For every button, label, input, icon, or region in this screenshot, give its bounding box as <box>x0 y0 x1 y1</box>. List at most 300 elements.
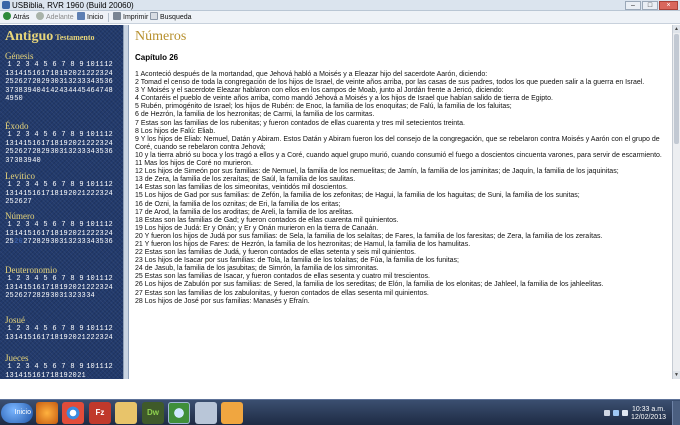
chapter-link[interactable]: 10 <box>86 181 95 189</box>
chapter-link[interactable]: 25 <box>5 292 14 301</box>
chapter-link[interactable]: 30 <box>50 148 59 157</box>
chapter-link[interactable]: 22 <box>86 333 95 342</box>
chapter-link[interactable]: 14 <box>14 371 23 379</box>
chapter-link[interactable]: 23 <box>95 139 104 148</box>
chapter-link[interactable]: 34 <box>86 148 95 157</box>
chapter-link[interactable]: 10 <box>86 325 95 333</box>
chapter-link[interactable]: 30 <box>50 78 59 87</box>
chapter-link[interactable]: 4 <box>34 131 39 139</box>
verse: 8 Los hijos de Falú: Eliab. <box>135 127 216 135</box>
chapter-link[interactable]: 22 <box>86 189 95 198</box>
chapter-link[interactable]: 22 <box>86 139 95 148</box>
chapter-link[interactable]: 5 <box>43 221 48 229</box>
book-title: Números <box>135 29 187 44</box>
chapter-link[interactable]: 35 <box>95 148 104 157</box>
chapter-link[interactable]: 5 <box>43 325 48 333</box>
verse: 22 Estas son las familias de Judá, y fueron contados de ellas setenta y seis mil quinientos. <box>135 249 416 257</box>
chapter-link[interactable]: 16 <box>32 229 41 238</box>
chapter-link[interactable]: 16 <box>32 371 41 379</box>
chapter-grid <box>5 61 121 104</box>
chapter-link[interactable]: 34 <box>86 78 95 87</box>
chapter-link[interactable]: 25 <box>5 198 14 207</box>
chapter-link[interactable]: 27 <box>23 198 32 207</box>
verse: 16 de Ozni, la familia de los oznitas; de Eri, la familia de los eritas; <box>135 200 341 208</box>
chapter-link[interactable]: 6 <box>52 221 57 229</box>
chapter-link[interactable]: 41 <box>41 86 50 95</box>
chapter-link[interactable]: 2 <box>16 221 21 229</box>
chapter-link[interactable]: 12 <box>104 275 113 283</box>
verse: 4 Contaréis el pueblo de veinte años arriba, como mandó Jehová a Moisés y a los hijos de Israel que habían salido de tierra de Egipto. <box>135 95 553 103</box>
chapter-link[interactable]: 3 <box>25 275 30 283</box>
verse-list <box>135 71 667 306</box>
chapter-link[interactable]: 17 <box>41 69 50 78</box>
maximize-button[interactable]: □ <box>642 1 658 10</box>
chapter-link[interactable]: 45 <box>77 86 86 95</box>
chapter-link[interactable]: 3 <box>25 221 30 229</box>
chapter-link[interactable]: 7 <box>61 275 66 283</box>
book-section <box>5 353 121 379</box>
back-label: Atrás <box>13 14 30 21</box>
chapter-link[interactable]: 13 <box>5 229 14 238</box>
chapter-link[interactable]: 19 <box>59 283 68 292</box>
search-button[interactable] <box>150 12 192 23</box>
chapter-link[interactable]: 29 <box>41 238 50 247</box>
chapter-link[interactable]: 21 <box>77 333 86 342</box>
chapter-link[interactable]: 23 <box>95 283 104 292</box>
chapter-link[interactable]: 7 <box>61 325 66 333</box>
chapter-link[interactable]: 48 <box>104 86 113 95</box>
chapter-link[interactable]: 3 <box>25 325 30 333</box>
chapter-link[interactable]: 10 <box>86 221 95 229</box>
chapter-link[interactable]: 12 <box>104 221 113 229</box>
search-icon <box>150 12 158 20</box>
chapter-link[interactable]: 12 <box>104 131 113 139</box>
chapter-link[interactable]: 38 <box>14 86 23 95</box>
chapter-link[interactable]: 4 <box>34 181 39 189</box>
chapter-link[interactable]: 10 <box>86 131 95 139</box>
chapter-link[interactable]: 23 <box>95 333 104 342</box>
chapter-link[interactable]: 16 <box>32 69 41 78</box>
chapter-link[interactable]: 7 <box>61 181 66 189</box>
chapter-link[interactable]: 13 <box>5 371 14 379</box>
chapter-link[interactable]: 7 <box>61 363 66 371</box>
chapter-link[interactable]: 21 <box>77 69 86 78</box>
book-name-link[interactable]: Éxodo <box>5 121 29 131</box>
verse: 25 Estas son las familias de Isacar, y fueron contados de ellas sesenta y cuatro mil trescientos. <box>135 273 430 281</box>
print-button[interactable] <box>113 12 148 23</box>
chapter-link[interactable]: 32 <box>68 292 77 301</box>
chapter-link[interactable]: 33 <box>77 238 86 247</box>
chapter-link[interactable]: 1 <box>7 221 12 229</box>
chapter-link[interactable]: 6 <box>52 61 57 69</box>
verse: 10 y la tierra abrió su boca y los tragó a ellos y a Coré, cuando aquel grupo murió, cuando consumió el fuego a doscientos cincuenta varones, para servir de escarmiento. <box>135 151 662 159</box>
chapter-link[interactable]: 5 <box>43 363 48 371</box>
chapter-link[interactable]: 3 <box>25 61 30 69</box>
chapter-link[interactable]: 8 <box>70 61 75 69</box>
chapter-link[interactable]: 2 <box>16 131 21 139</box>
chapter-link[interactable]: 14 <box>14 333 23 342</box>
chapter-link[interactable]: 38 <box>14 156 23 165</box>
chapter-link[interactable]: 28 <box>32 78 41 87</box>
chapter-link[interactable]: 37 <box>5 86 14 95</box>
chapter-link[interactable]: 24 <box>104 139 113 148</box>
chapter-link[interactable]: 11 <box>95 61 104 69</box>
start-button[interactable]: Inicio <box>1 403 33 423</box>
chapter-link[interactable]: 11 <box>95 181 104 189</box>
chapter-link[interactable]: 14 <box>14 139 23 148</box>
chapter-link[interactable]: 42 <box>50 86 59 95</box>
scroll-up-icon[interactable]: ▲ <box>674 26 679 32</box>
chapter-link[interactable]: 19 <box>59 69 68 78</box>
chapter-link[interactable]: 18 <box>50 283 59 292</box>
chapter-link[interactable]: 19 <box>59 371 68 379</box>
chapter-link[interactable]: 49 <box>5 95 14 104</box>
chapter-link[interactable]: 6 <box>52 131 57 139</box>
chapter-link[interactable]: 11 <box>95 221 104 229</box>
chapter-link[interactable]: 9 <box>79 325 84 333</box>
globe-icon[interactable] <box>168 402 190 424</box>
chapter-link[interactable]: 35 <box>95 78 104 87</box>
chapter-link[interactable]: 32 <box>68 238 77 247</box>
chapter-link[interactable]: 7 <box>61 131 66 139</box>
chapter-link[interactable]: 24 <box>104 283 113 292</box>
chapter-link[interactable]: 2 <box>16 275 21 283</box>
chapter-link[interactable]: 2 <box>16 363 21 371</box>
chapter-link[interactable]: 20 <box>68 333 77 342</box>
chapter-link[interactable]: 13 <box>5 283 14 292</box>
verse: 9 Y los hijos de Eliab: Nemuel, Datán y Abiram. Estos Datán y Abiram fueron los del consejo de la congregación, que se rebelaron contra Moisés y Aarón con el grupo de Coré, cuando se rebelaron contra Jehová; <box>135 135 660 151</box>
chapter-link[interactable]: 4 <box>34 363 39 371</box>
chapter-link[interactable]: 35 <box>95 238 104 247</box>
chapter-link[interactable]: 20 <box>68 139 77 148</box>
chapter-link[interactable]: 16 <box>32 333 41 342</box>
book-name-link[interactable]: Levítico <box>5 171 35 181</box>
chapter-link[interactable]: 11 <box>95 275 104 283</box>
chapter-link[interactable]: 8 <box>70 221 75 229</box>
chapter-link[interactable]: 15 <box>23 189 32 198</box>
chapter-link[interactable]: 23 <box>95 229 104 238</box>
chapter-link[interactable]: 47 <box>95 86 104 95</box>
chapter-link[interactable]: 31 <box>59 238 68 247</box>
chapter-link[interactable]: 10 <box>86 61 95 69</box>
verse: 12 Los hijos de Simeón por sus familias: de Nemuel, la familia de los nemuelitas; de Jamín, la familia de los jaminitas; de Jaquín, la familia de los jaquinitas; <box>135 168 619 176</box>
forward-arrow-icon <box>36 12 44 20</box>
chapter-link[interactable]: 2 <box>16 61 21 69</box>
chapter-link[interactable]: 19 <box>59 189 68 198</box>
chapter-link[interactable]: 50 <box>14 95 23 104</box>
verse: 14 Estas son las familias de los simeonitas, veintidós mil doscientos. <box>135 184 348 192</box>
chapter-link[interactable]: 14 <box>14 229 23 238</box>
chapter-link[interactable]: 13 <box>5 333 14 342</box>
book-section <box>5 315 121 342</box>
chapter-link[interactable]: 4 <box>34 221 39 229</box>
chapter-link[interactable]: 28 <box>32 238 41 247</box>
back-arrow-icon <box>3 12 11 20</box>
chapter-link[interactable]: 27 <box>23 292 32 301</box>
folder-icon[interactable] <box>115 402 137 424</box>
chapter-link[interactable]: 36 <box>104 78 113 87</box>
chapter-link[interactable]: 11 <box>95 363 104 371</box>
system-tray <box>602 402 680 424</box>
chapter-link[interactable]: 17 <box>41 189 50 198</box>
testament-title: Antiguo <box>5 29 54 44</box>
chapter-link[interactable]: 9 <box>79 363 84 371</box>
chapter-link[interactable]: 15 <box>23 69 32 78</box>
verse: 6 de Hezrón, la familia de los hezronitas; de Carmi, la familia de los carmitas. <box>135 111 375 119</box>
chapter-link[interactable]: 25 <box>5 238 14 247</box>
chapter-link[interactable]: 39 <box>23 156 32 165</box>
toolbar-separator <box>108 13 109 22</box>
chapter-link[interactable]: 9 <box>79 131 84 139</box>
chapter-link[interactable]: 11 <box>95 325 104 333</box>
clock-time: 10:33 a.m. <box>631 406 666 413</box>
chapter-link[interactable]: 18 <box>50 69 59 78</box>
chapter-link[interactable]: 33 <box>77 292 86 301</box>
chapter-link[interactable]: 1 <box>7 325 12 333</box>
chapter-link[interactable]: 34 <box>86 238 95 247</box>
chapter-link[interactable]: 25 <box>5 78 14 87</box>
chapter-link[interactable]: 20 <box>68 229 77 238</box>
chapter-link[interactable]: 6 <box>52 363 57 371</box>
chapter-link[interactable]: 8 <box>70 275 75 283</box>
chapter-link[interactable]: 19 <box>59 229 68 238</box>
chapter-link[interactable]: 3 <box>25 363 30 371</box>
printer-icon <box>113 12 121 20</box>
chapter-link[interactable]: 21 <box>77 283 86 292</box>
chapter-link[interactable]: 12 <box>104 325 113 333</box>
chapter-link[interactable]: 31 <box>59 78 68 87</box>
chapter-link[interactable]: 1 <box>7 61 12 69</box>
book-section <box>5 265 121 301</box>
chapter-link[interactable]: 22 <box>86 283 95 292</box>
chapter-link[interactable]: 11 <box>95 131 104 139</box>
chapter-link[interactable]: 4 <box>34 61 39 69</box>
chapter-link[interactable]: 17 <box>41 371 50 379</box>
chapter-link[interactable]: 5 <box>43 131 48 139</box>
chapter-link[interactable]: 33 <box>77 148 86 157</box>
chapter-link[interactable]: 15 <box>23 139 32 148</box>
chapter-link[interactable]: 27 <box>23 238 32 247</box>
chapter-link[interactable]: 13 <box>5 139 14 148</box>
chapter-link[interactable]: 29 <box>41 148 50 157</box>
clock-date: 12/02/2013 <box>630 414 666 421</box>
chapter-link[interactable]: 17 <box>41 283 50 292</box>
chapter-link[interactable]: 1 <box>7 275 12 283</box>
chapter-link[interactable]: 17 <box>41 229 50 238</box>
verse: 24 de Jasub, la familia de los jasubitas; de Simrón, la familia de los simronitas. <box>135 265 379 273</box>
chapter-link[interactable]: 3 <box>25 131 30 139</box>
chapter-link[interactable]: 4 <box>34 275 39 283</box>
chapter-link[interactable]: 29 <box>41 78 50 87</box>
chapter-link[interactable]: 8 <box>70 363 75 371</box>
chapter-link[interactable]: 22 <box>86 69 95 78</box>
books-sidebar <box>0 25 123 379</box>
chapter-link[interactable]: 27 <box>23 78 32 87</box>
chapter-link[interactable]: 26 <box>14 148 23 157</box>
chapter-link[interactable]: 20 <box>68 189 77 198</box>
chapter-link[interactable]: 31 <box>59 292 68 301</box>
forward-button[interactable] <box>36 12 74 23</box>
chapter-link[interactable]: 14 <box>14 189 23 198</box>
chapter-link[interactable]: 7 <box>61 61 66 69</box>
chapter-link[interactable]: 12 <box>104 61 113 69</box>
chapter-link[interactable]: 9 <box>79 61 84 69</box>
chapter-link[interactable]: 1 <box>7 363 12 371</box>
chapter-link[interactable]: 15 <box>23 283 32 292</box>
clock[interactable] <box>631 406 666 422</box>
chapter-link[interactable]: 8 <box>70 131 75 139</box>
chapter-link[interactable]: 9 <box>79 275 84 283</box>
chapter-link[interactable]: 39 <box>23 86 32 95</box>
book-name-link[interactable]: Jueces <box>5 353 29 363</box>
chapter-link[interactable]: 6 <box>52 325 57 333</box>
book-name-link[interactable]: Josué <box>5 315 25 325</box>
network-icon[interactable] <box>613 410 619 416</box>
chapter-link[interactable]: 15 <box>23 229 32 238</box>
chapter-link[interactable]: 27 <box>23 148 32 157</box>
chapter-link[interactable]: 28 <box>32 292 41 301</box>
chapter-link[interactable]: 13 <box>5 69 14 78</box>
chapter-link[interactable]: 26 <box>14 198 23 207</box>
chapter-link[interactable]: 15 <box>23 333 32 342</box>
minimize-button[interactable]: – <box>625 1 641 10</box>
chapter-link[interactable]: 5 <box>43 61 48 69</box>
notepad-icon[interactable] <box>195 402 217 424</box>
chapter-link[interactable]: 37 <box>5 156 14 165</box>
book-section <box>5 171 121 207</box>
show-desktop-button[interactable] <box>672 401 680 425</box>
verse: 17 de Arod, la familia de los aroditas; de Areli, la familia de los arelitas. <box>135 208 354 216</box>
chapter-link[interactable]: 14 <box>14 69 23 78</box>
chapter-link[interactable]: 14 <box>14 283 23 292</box>
chapter-link[interactable]: 12 <box>104 181 113 189</box>
chapter-link[interactable]: 18 <box>50 229 59 238</box>
chapter-link[interactable]: 36 <box>104 148 113 157</box>
chapter-link[interactable]: 40 <box>32 156 41 165</box>
home-label: Inicio <box>87 14 104 21</box>
chapter-link[interactable]: 17 <box>41 139 50 148</box>
scroll-down-icon[interactable]: ▼ <box>674 372 679 378</box>
home-button[interactable] <box>77 12 103 23</box>
chapter-link[interactable]: 10 <box>86 275 95 283</box>
chapter-link[interactable]: 19 <box>59 139 68 148</box>
filezilla-icon[interactable]: Fz <box>89 402 111 424</box>
chapter-link[interactable]: 18 <box>50 333 59 342</box>
chapter-link[interactable]: 24 <box>104 189 113 198</box>
book-name-link[interactable]: Número <box>5 211 35 221</box>
book-name-link[interactable]: Deuteronomio <box>5 265 57 275</box>
verse: 26 Los hijos de Zabulón por sus familias: de Sered, la familia de los sereditas; de Elón, la familia de los elonitas; de Jahleel, la familia de los jahleelitas. <box>135 281 604 289</box>
chapter-link[interactable]: 1 <box>7 131 12 139</box>
chapter-link[interactable]: 3 <box>25 181 30 189</box>
chapter-link[interactable]: 24 <box>104 69 113 78</box>
chapter-link[interactable]: 5 <box>43 275 48 283</box>
volume-icon[interactable] <box>622 410 628 416</box>
chapter-link[interactable]: 26 <box>14 292 23 301</box>
chapter-link[interactable]: 9 <box>79 221 84 229</box>
back-button[interactable] <box>3 12 29 23</box>
chapter-link[interactable]: 40 <box>32 86 41 95</box>
chapter-link[interactable]: 31 <box>59 148 68 157</box>
scroll-thumb[interactable] <box>674 34 679 144</box>
chapter-link[interactable]: 2 <box>16 325 21 333</box>
chapter-link[interactable]: 36 <box>104 238 113 247</box>
tray-flag-icon[interactable] <box>604 410 610 416</box>
chapter-link[interactable]: 16 <box>32 283 41 292</box>
chapter-link[interactable]: 16 <box>32 189 41 198</box>
chapter-link[interactable]: 20 <box>68 283 77 292</box>
chapter-link[interactable]: 43 <box>59 86 68 95</box>
chapter-link[interactable]: 13 <box>5 189 14 198</box>
chapter-link[interactable]: 2 <box>16 181 21 189</box>
chrome-icon[interactable] <box>62 402 84 424</box>
chapter-link[interactable]: 23 <box>95 189 104 198</box>
chapter-link[interactable]: 18 <box>50 371 59 379</box>
chapter-link[interactable]: 8 <box>70 325 75 333</box>
chapter-link[interactable]: 5 <box>43 181 48 189</box>
chapter-link[interactable]: 20 <box>68 69 77 78</box>
book-name-link[interactable]: Génesis <box>5 51 34 61</box>
chapter-link[interactable]: 30 <box>50 292 59 301</box>
close-button[interactable]: × <box>659 1 678 10</box>
chapter-link[interactable]: 46 <box>86 86 95 95</box>
verse: 27 Estas son las familias de los zabulonitas, y fueron contados de ellas sesenta mil quinientos. <box>135 289 429 297</box>
chapter-link[interactable]: 16 <box>32 139 41 148</box>
chapter-link[interactable]: 7 <box>61 221 66 229</box>
chapter-link[interactable]: 32 <box>68 148 77 157</box>
chapter-link[interactable]: 24 <box>104 333 113 342</box>
chapter-link[interactable]: 44 <box>68 86 77 95</box>
chapter-link[interactable]: 22 <box>86 229 95 238</box>
chapter-link[interactable]: 24 <box>104 229 113 238</box>
chapter-link[interactable]: 32 <box>68 78 77 87</box>
chapter-link[interactable]: 21 <box>77 139 86 148</box>
chapter-link[interactable]: 9 <box>79 181 84 189</box>
chapter-link[interactable]: 21 <box>77 229 86 238</box>
chapter-link[interactable]: 26 <box>14 238 23 247</box>
chapter-link[interactable]: 26 <box>14 78 23 87</box>
chapter-link[interactable]: 25 <box>5 148 14 157</box>
chapter-link[interactable]: 8 <box>70 181 75 189</box>
firefox-icon[interactable] <box>36 402 58 424</box>
home-icon <box>77 12 85 20</box>
chapter-link[interactable]: 19 <box>59 333 68 342</box>
chapter-link[interactable]: 6 <box>52 181 57 189</box>
chapter-link[interactable]: 1 <box>7 181 12 189</box>
chapter-link[interactable]: 29 <box>41 292 50 301</box>
chapter-link[interactable]: 17 <box>41 333 50 342</box>
chapter-link[interactable]: 18 <box>50 139 59 148</box>
chapter-link[interactable]: 21 <box>77 371 86 379</box>
chapter-link[interactable]: 10 <box>86 363 95 371</box>
chapter-link[interactable]: 6 <box>52 275 57 283</box>
chapter-link[interactable]: 12 <box>104 363 113 371</box>
chapter-link[interactable]: 30 <box>50 238 59 247</box>
vertical-scrollbar[interactable] <box>672 25 680 379</box>
chapter-link[interactable]: 4 <box>34 325 39 333</box>
chapter-link[interactable]: 34 <box>86 292 95 301</box>
media-player-icon[interactable] <box>221 402 243 424</box>
chapter-link[interactable]: 23 <box>95 69 104 78</box>
chapter-link[interactable]: 18 <box>50 189 59 198</box>
dreamweaver-icon[interactable]: Dw <box>142 402 164 424</box>
chapter-link[interactable]: 20 <box>68 371 77 379</box>
chapter-link[interactable]: 33 <box>77 78 86 87</box>
chapter-link[interactable]: 28 <box>32 148 41 157</box>
chapter-link[interactable]: 21 <box>77 189 86 198</box>
chapter-link[interactable]: 15 <box>23 371 32 379</box>
chapter-grid <box>5 181 121 207</box>
